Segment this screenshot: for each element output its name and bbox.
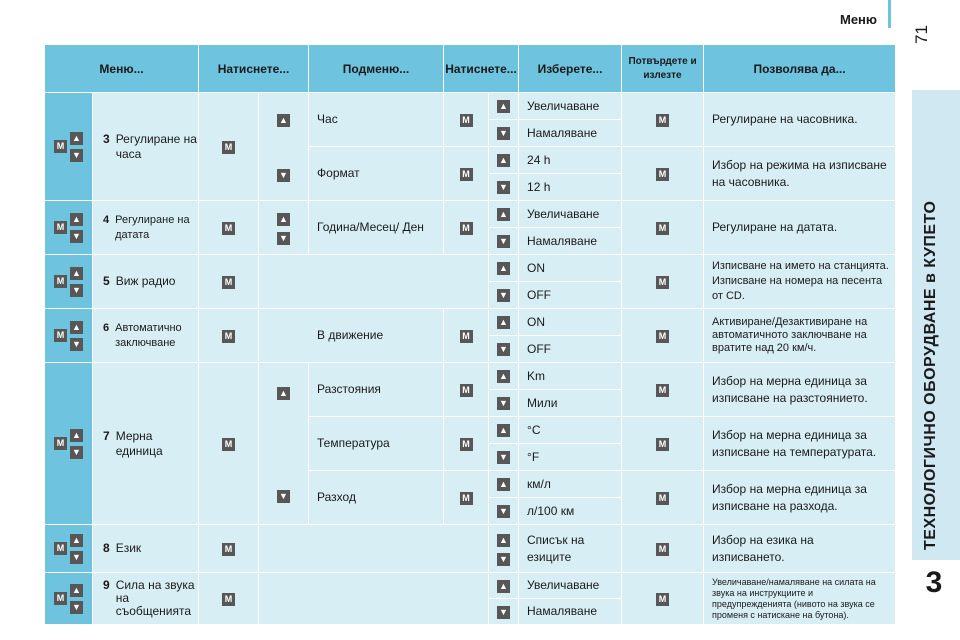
- submenu-arrows: [259, 201, 309, 255]
- m-key-icon: M: [222, 141, 235, 154]
- chapter-number: 3: [925, 566, 943, 599]
- m-key-icon: M: [222, 543, 235, 556]
- menu-item-number: 5: [103, 274, 110, 288]
- table-row: [45, 363, 896, 390]
- confirm-cell: [622, 255, 704, 309]
- down-arrow-key-icon: ▼: [277, 232, 290, 245]
- choice-up-label: км/л: [519, 471, 622, 498]
- m-key-icon: M: [460, 114, 473, 127]
- result-description: Избор на езика на изписването.: [704, 525, 896, 573]
- m-key-icon: M: [222, 276, 235, 289]
- confirm-cell: [622, 573, 704, 625]
- empty-cell: [259, 525, 489, 573]
- choice-down-cell: [489, 120, 519, 147]
- result-description: Регулиране на часовника.: [704, 93, 896, 147]
- chapter-title: ТЕХНОЛОГИЧНО ОБОРУДВАНЕ в КУПЕТО: [922, 200, 939, 550]
- up-arrow-key-icon: ▲: [497, 534, 510, 547]
- submenu-label: Температура: [309, 417, 444, 471]
- submenu-label: В движение: [259, 309, 444, 363]
- col-header-select: Изберете...: [519, 45, 622, 93]
- m-key-icon: M: [460, 330, 473, 343]
- m-key-icon: M: [656, 114, 669, 127]
- up-arrow-key-icon: ▲: [70, 429, 83, 442]
- result-description: Избор на мерна единица за изписване на температурата.: [704, 417, 896, 471]
- m-key-icon: M: [656, 276, 669, 289]
- choice-down-cell: [489, 599, 519, 625]
- menu-nav-keys: [45, 309, 93, 363]
- page-header-title: Меню: [840, 12, 878, 27]
- menu-item-name: Мерна единица: [115, 428, 163, 458]
- up-arrow-key-icon: ▲: [70, 534, 83, 547]
- choice-up-cell: [489, 147, 519, 174]
- down-arrow-key-icon: ▼: [497, 289, 510, 302]
- choice-down-label: Намаляване: [519, 228, 622, 255]
- down-arrow-key-icon: ▼: [497, 505, 510, 518]
- press-cell: [444, 309, 489, 363]
- press-cell: [444, 147, 489, 201]
- submenu-arrows: [259, 93, 309, 201]
- header-divider: [888, 0, 891, 28]
- result-description: Избор на режима на изписване на часовника.: [704, 147, 896, 201]
- up-arrow-key-icon: ▲: [277, 114, 290, 127]
- down-arrow-key-icon: ▼: [277, 490, 290, 503]
- choice-up-label: Увеличаване: [519, 201, 622, 228]
- page-number: 71: [912, 25, 931, 44]
- m-key-icon: M: [656, 492, 669, 505]
- choice-up-cell: [489, 573, 519, 599]
- down-arrow-key-icon: ▼: [70, 446, 83, 459]
- down-arrow-key-icon: ▼: [70, 338, 83, 351]
- col-header-menu: Меню...: [45, 45, 199, 93]
- menu-nav-keys: [45, 201, 93, 255]
- choice-up-label: ON: [519, 309, 622, 336]
- menu-settings-table: [44, 44, 896, 625]
- m-key-icon: M: [54, 221, 67, 234]
- menu-item-number: 7: [103, 428, 110, 443]
- up-arrow-key-icon: ▲: [497, 478, 510, 491]
- press-cell: [199, 255, 259, 309]
- choice-down-cell: [489, 444, 519, 471]
- press-cell: [199, 309, 259, 363]
- press-cell: [199, 573, 259, 625]
- down-arrow-key-icon: ▼: [497, 553, 510, 566]
- choice-label: Списък на езиците: [519, 525, 622, 573]
- choice-up-cell: [489, 417, 519, 444]
- m-key-icon: M: [460, 222, 473, 235]
- m-key-icon: M: [460, 438, 473, 451]
- m-key-icon: M: [54, 437, 67, 450]
- submenu-label: Разстояния: [309, 363, 444, 417]
- m-key-icon: M: [656, 438, 669, 451]
- menu-item: [93, 525, 199, 573]
- choice-up-cell: [489, 363, 519, 390]
- menu-item-number: 6: [103, 321, 110, 334]
- menu-nav-keys: [45, 525, 93, 573]
- confirm-cell: [622, 201, 704, 255]
- choice-down-label: Намаляване: [519, 599, 622, 625]
- menu-nav-keys: [45, 363, 93, 525]
- m-key-icon: M: [222, 222, 235, 235]
- submenu-label: Година/Месец/ Ден: [309, 201, 444, 255]
- menu-item-number: 9: [103, 578, 110, 592]
- choice-down-label: OFF: [519, 336, 622, 363]
- choice-down-cell: [489, 390, 519, 417]
- down-arrow-key-icon: ▼: [70, 230, 83, 243]
- up-arrow-key-icon: ▲: [70, 584, 83, 597]
- result-description: Регулиране на датата.: [704, 201, 896, 255]
- down-arrow-key-icon: ▼: [497, 397, 510, 410]
- table-header-row: [45, 45, 896, 93]
- menu-item-name: Език: [115, 541, 142, 555]
- down-arrow-key-icon: ▼: [497, 451, 510, 464]
- table-row: [45, 573, 896, 599]
- up-arrow-key-icon: ▲: [277, 213, 290, 226]
- up-arrow-key-icon: ▲: [497, 316, 510, 329]
- up-arrow-key-icon: ▲: [70, 132, 83, 145]
- confirm-cell: [622, 93, 704, 147]
- press-cell: [444, 417, 489, 471]
- m-key-icon: M: [656, 543, 669, 556]
- press-cell: [199, 93, 259, 201]
- down-arrow-key-icon: ▼: [277, 169, 290, 182]
- menu-item-number: 8: [103, 541, 110, 555]
- choice-down-cell: [489, 174, 519, 201]
- m-key-icon: M: [656, 384, 669, 397]
- down-arrow-key-icon: ▼: [497, 235, 510, 248]
- menu-item-number: 4: [103, 213, 110, 226]
- press-cell: [199, 201, 259, 255]
- result-description: Активиране/Дезактивиране на автоматичното заключване на вратите над 20 км/ч.: [704, 309, 896, 363]
- m-key-icon: M: [54, 140, 67, 153]
- up-arrow-key-icon: ▲: [497, 580, 510, 593]
- col-header-confirm: Потвърдете и излезте: [622, 45, 704, 93]
- choice-up-label: Km: [519, 363, 622, 390]
- choice-up-label: 24 h: [519, 147, 622, 174]
- col-header-press: Натиснете...: [199, 45, 309, 93]
- m-key-icon: M: [460, 384, 473, 397]
- menu-nav-keys: [45, 573, 93, 625]
- up-arrow-key-icon: ▲: [497, 100, 510, 113]
- menu-item-name: Виж радио: [115, 274, 176, 288]
- submenu-label: Разход: [309, 471, 444, 525]
- choice-up-cell: [489, 201, 519, 228]
- choice-down-label: 12 h: [519, 174, 622, 201]
- menu-nav-keys: [45, 255, 93, 309]
- m-key-icon: M: [222, 330, 235, 343]
- choice-down-cell: [489, 336, 519, 363]
- menu-item-name: Регулиране на часа: [115, 131, 197, 161]
- press-cell: [444, 93, 489, 147]
- up-arrow-key-icon: ▲: [70, 267, 83, 280]
- table-row: [45, 309, 896, 336]
- choice-down-label: л/100 км: [519, 498, 622, 525]
- col-header-allows: Позволява да...: [704, 45, 896, 93]
- choice-up-label: ON: [519, 255, 622, 282]
- menu-item: [93, 255, 199, 309]
- col-header-submenu: Подменю...: [309, 45, 444, 93]
- press-cell: [444, 363, 489, 417]
- confirm-cell: [622, 525, 704, 573]
- choice-up-label: Увеличаване: [519, 93, 622, 120]
- choice-down-label: Намаляване: [519, 120, 622, 147]
- m-key-icon: M: [656, 330, 669, 343]
- choice-up-cell: [489, 471, 519, 498]
- choice-up-cell: [489, 93, 519, 120]
- choice-up-label: °C: [519, 417, 622, 444]
- up-arrow-key-icon: ▲: [497, 208, 510, 221]
- m-key-icon: M: [54, 275, 67, 288]
- result-description: Избор на мерна единица за изписване на разхода.: [704, 471, 896, 525]
- m-key-icon: M: [222, 593, 235, 606]
- table-row: [45, 93, 896, 120]
- submenu-arrows: [259, 363, 309, 525]
- up-arrow-key-icon: ▲: [70, 213, 83, 226]
- submenu-label: Формат: [309, 147, 444, 201]
- submenu-label: Час: [309, 93, 444, 147]
- menu-nav-keys: [45, 93, 93, 201]
- choice-down-cell: [489, 228, 519, 255]
- table-row: [45, 255, 896, 282]
- press-cell: [444, 201, 489, 255]
- confirm-cell: [622, 309, 704, 363]
- m-key-icon: M: [460, 492, 473, 505]
- m-key-icon: M: [54, 592, 67, 605]
- menu-item: [93, 201, 199, 255]
- m-key-icon: M: [54, 542, 67, 555]
- down-arrow-key-icon: ▼: [497, 343, 510, 356]
- menu-item: [93, 309, 199, 363]
- up-arrow-key-icon: ▲: [497, 154, 510, 167]
- choice-down-cell: [489, 282, 519, 309]
- down-arrow-key-icon: ▼: [70, 551, 83, 564]
- up-arrow-key-icon: ▲: [497, 424, 510, 437]
- choice-down-cell: [489, 498, 519, 525]
- menu-item-number: 3: [103, 131, 110, 146]
- press-cell: [199, 363, 259, 525]
- result-description: Изписване на името на станцията. Изписване на номера на песента от CD.: [704, 255, 896, 309]
- empty-cell: [259, 255, 489, 309]
- menu-item: [93, 93, 199, 201]
- m-key-icon: M: [656, 222, 669, 235]
- result-description: Избор на мерна единица за изписване на разстоянието.: [704, 363, 896, 417]
- m-key-icon: M: [656, 593, 669, 606]
- confirm-cell: [622, 147, 704, 201]
- up-arrow-key-icon: ▲: [70, 321, 83, 334]
- m-key-icon: M: [222, 438, 235, 451]
- choice-up-label: Увеличаване: [519, 573, 622, 599]
- press-cell: [199, 525, 259, 573]
- up-arrow-key-icon: ▲: [277, 387, 290, 400]
- choice-arrows: [489, 525, 519, 573]
- result-description: Увеличаване/намаляване на силата на звука на инструкциите и предупрежденията (нивото на звука се променя с натискане на бутона).: [704, 573, 896, 625]
- down-arrow-key-icon: ▼: [497, 181, 510, 194]
- press-cell: [444, 471, 489, 525]
- choice-down-label: °F: [519, 444, 622, 471]
- table-row: [45, 201, 896, 228]
- down-arrow-key-icon: ▼: [497, 127, 510, 140]
- empty-cell: [259, 573, 489, 625]
- m-key-icon: M: [460, 168, 473, 181]
- menu-item-name: Регулиране на датата: [115, 213, 190, 241]
- menu-item: [93, 573, 199, 625]
- down-arrow-key-icon: ▼: [497, 606, 510, 619]
- col-header-press-2: Натиснете...: [444, 45, 519, 93]
- choice-up-cell: [489, 309, 519, 336]
- confirm-cell: [622, 417, 704, 471]
- menu-item-name: Сила на звука на съобщенията: [115, 578, 195, 618]
- confirm-cell: [622, 471, 704, 525]
- choice-up-cell: [489, 255, 519, 282]
- down-arrow-key-icon: ▼: [70, 149, 83, 162]
- m-key-icon: M: [656, 168, 669, 181]
- up-arrow-key-icon: ▲: [497, 262, 510, 275]
- table-row: [45, 525, 896, 573]
- menu-item-name: Автоматично заключване: [115, 321, 182, 349]
- m-key-icon: M: [54, 329, 67, 342]
- choice-down-label: Мили: [519, 390, 622, 417]
- menu-item: [93, 363, 199, 525]
- choice-down-label: OFF: [519, 282, 622, 309]
- confirm-cell: [622, 363, 704, 417]
- down-arrow-key-icon: ▼: [70, 601, 83, 614]
- up-arrow-key-icon: ▲: [497, 370, 510, 383]
- down-arrow-key-icon: ▼: [70, 284, 83, 297]
